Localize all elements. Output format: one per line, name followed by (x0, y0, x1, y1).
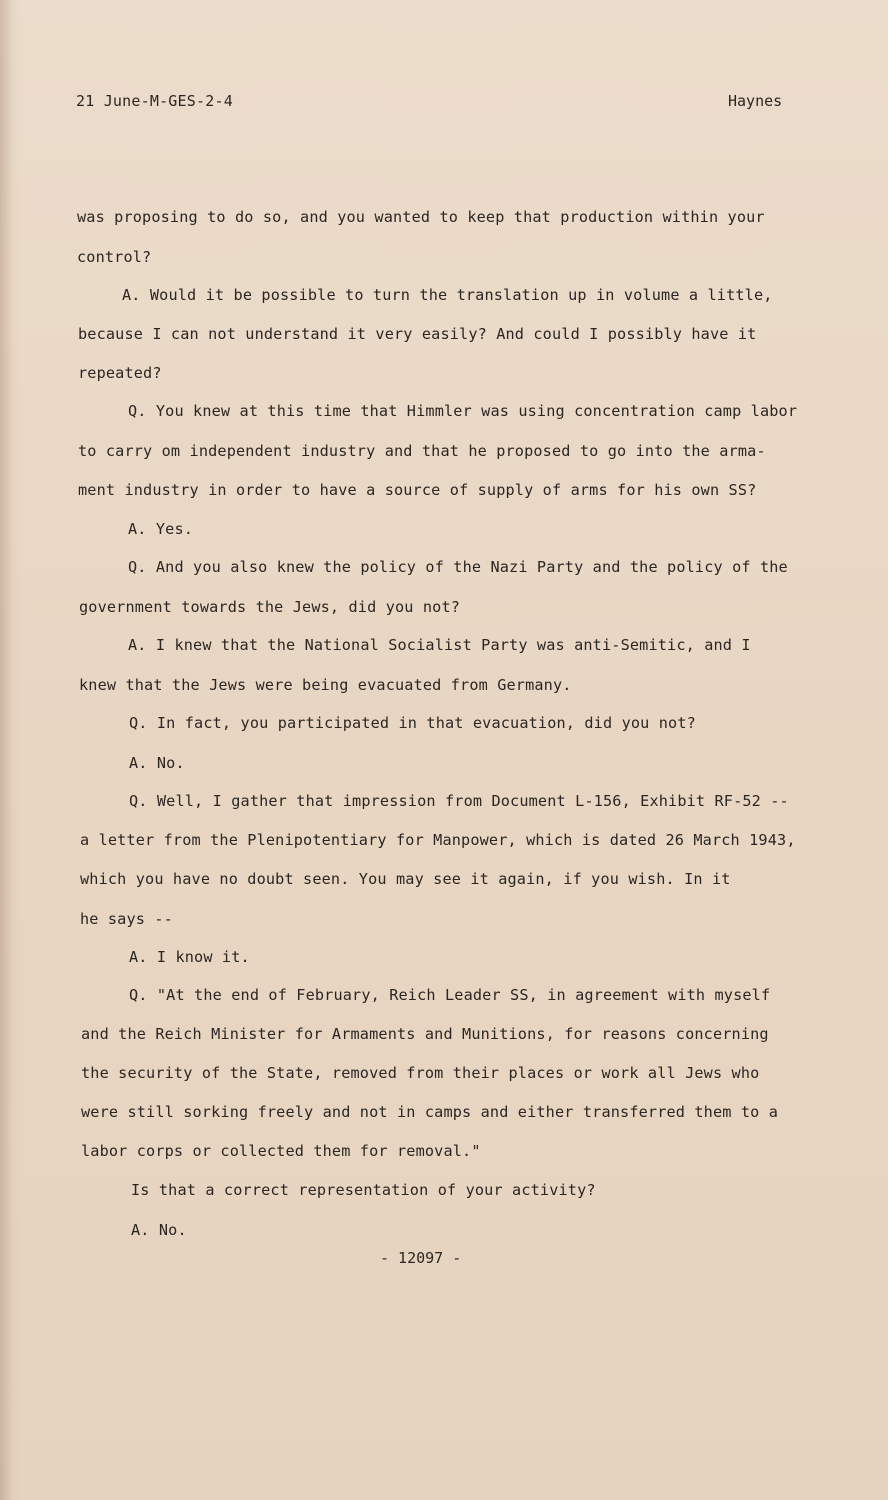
transcript-line: which you have no doubt seen. You may see it again, if you wish. In it (80, 870, 731, 888)
transcript-line: Is that a correct representation of your activity? (131, 1181, 596, 1199)
transcript-line: A. No. (129, 754, 185, 772)
transcript-line: the security of the State, removed from their places or work all Jews who (81, 1064, 760, 1082)
transcript-line: Q. Well, I gather that impression from Document L-156, Exhibit RF-52 -- (129, 792, 789, 810)
header-speaker: Haynes (728, 92, 783, 110)
transcript-line: Q. In fact, you participated in that evacuation, did you not? (129, 714, 696, 732)
transcript-line: A. I know it. (129, 948, 250, 966)
transcript-line: control? (77, 248, 152, 266)
transcript-line: A. Would it be possible to turn the translation up in volume a little, (122, 286, 773, 304)
transcript-line: he says -- (80, 910, 173, 928)
transcript-line: were still sorking freely and not in camps and either transferred them to a (81, 1103, 779, 1121)
transcript-line: because I can not understand it very easily? And could I possibly have it (78, 325, 757, 343)
transcript-line: and the Reich Minister for Armaments and Munitions, for reasons concerning (81, 1025, 769, 1043)
transcript-line: repeated? (78, 364, 162, 382)
transcript-line: ment industry in order to have a source of supply of arms for his own SS? (78, 481, 757, 499)
header-reference: 21 June-M-GES-2-4 (76, 92, 233, 110)
transcript-line: government towards the Jews, did you not? (79, 598, 461, 616)
page-number: - 12097 - (380, 1249, 462, 1267)
transcript-line: A. Yes. (128, 520, 194, 538)
transcript-line: a letter from the Plenipotentiary for Manpower, which is dated 26 March 1943, (80, 831, 796, 849)
transcript-line: Q. "At the end of February, Reich Leader SS, in agreement with myself (129, 986, 771, 1004)
transcript-line: labor corps or collected them for removal." (81, 1142, 481, 1160)
torn-left-edge (0, 0, 22, 1500)
transcript-line: A. No. (131, 1221, 187, 1239)
transcript-line: knew that the Jews were being evacuated from Germany. (79, 676, 572, 694)
transcript-line: to carry om independent industry and that he proposed to go into the arma- (78, 442, 766, 460)
transcript-line: Q. You knew at this time that Himmler was using concentration camp labor (128, 402, 798, 420)
transcript-line: was proposing to do so, and you wanted to keep that production within your (77, 208, 765, 226)
transcript-line: A. I knew that the National Socialist Party was anti-Semitic, and I (128, 636, 751, 654)
transcript-line: Q. And you also knew the policy of the Nazi Party and the policy of the (128, 558, 788, 576)
